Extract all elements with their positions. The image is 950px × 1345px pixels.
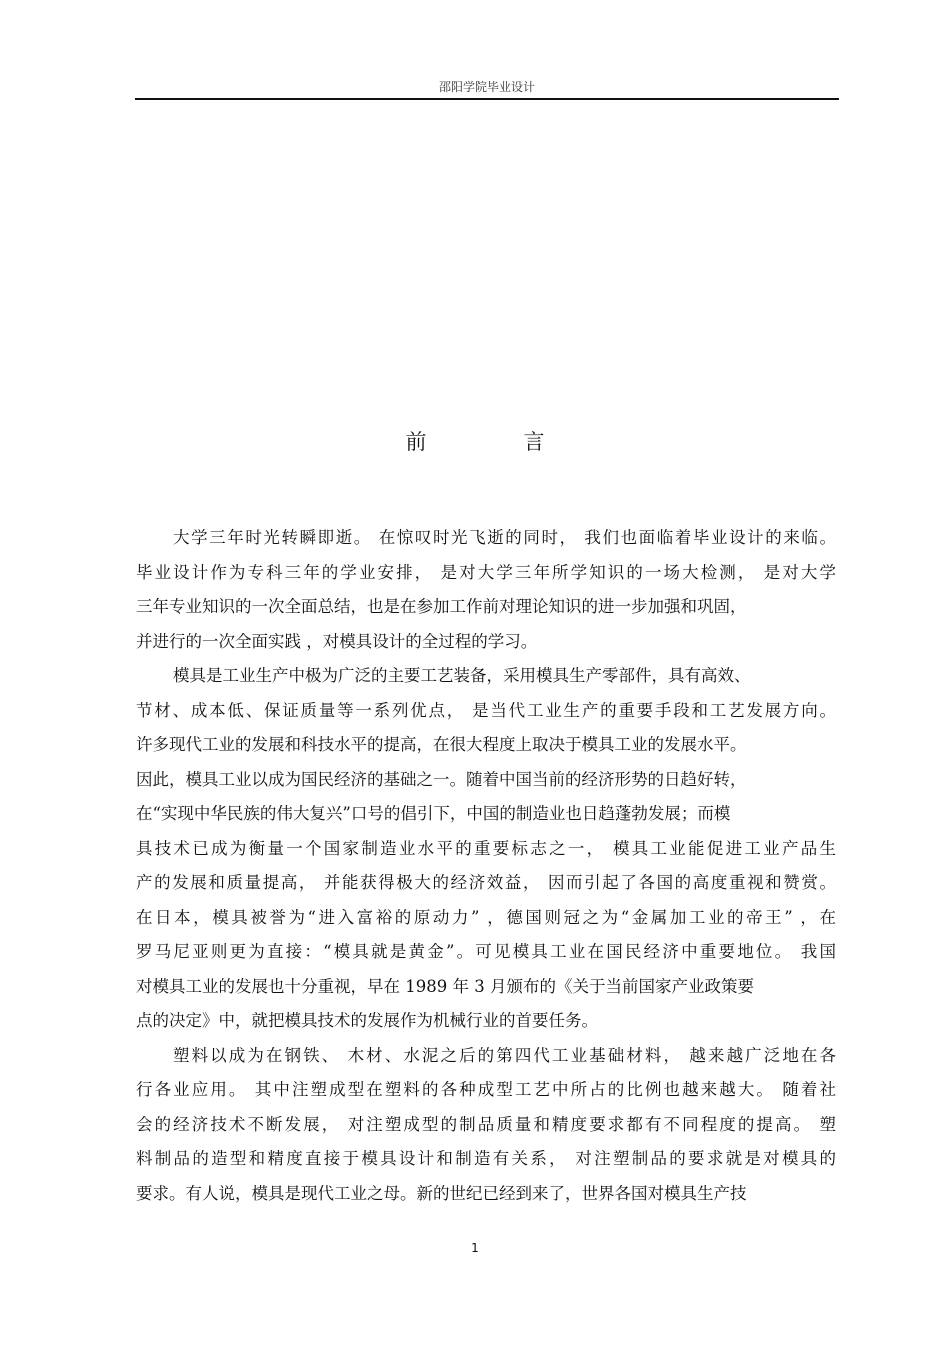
text-line: 会的经济技术不断发展， 对注塑成型的制品质量和精度要求都有不同程度的提高。 塑	[136, 1114, 836, 1134]
text-line: 节材、成本低、保证质量等一系列优点， 是当代工业生产的重要手段和工艺发展方向。	[136, 700, 836, 720]
section-title: 前 言	[405, 430, 583, 454]
paragraph-3	[136, 1039, 836, 1212]
text-line: 大学三年时光转瞬即逝。 在惊叹时光飞逝的同时， 我们也面临着毕业设计的来临。	[173, 528, 836, 547]
text-line: 在“实现中华民族的伟大复兴”口号的倡引下，中国的制造业也日趋蓬勃发展；而模	[136, 804, 731, 823]
text-line: 毕业设计作为专科三年的学业安排， 是对大学三年所学知识的一场大检测， 是对大学	[136, 562, 836, 582]
text-line: 产的发展和质量提高， 并能获得极大的经济效益， 因而引起了各国的高度重视和赞赏。	[136, 873, 836, 892]
text-line: 三年专业知识的一次全面总结，也是在参加工作前对理论知识的进一步加强和巩固，	[136, 597, 747, 616]
text-line: 点的决定》中，就把模具技术的发展作为机械行业的首要任务。	[136, 1011, 598, 1030]
text-line: 模具是工业生产中极为广泛的主要工艺装备，采用模具生产零部件，具有高效、	[173, 666, 751, 685]
body-text	[136, 521, 836, 1211]
text-line: 并进行的一次全面实践 ，对模具设计的全过程的学习。	[136, 631, 538, 651]
text-line: 具技术已成为衡量一个国家制造业水平的重要标志之一， 模具工业能促进工业产品生	[136, 838, 836, 858]
paragraph-1	[136, 521, 836, 659]
text-line: 料制品的造型和精度直接于模具设计和制造有关系， 对注塑制品的要求就是对模具的	[136, 1149, 836, 1168]
text-line: 塑料以成为在钢铁、 木材、水泥之后的第四代工业基础材料， 越来越广泛地在各	[173, 1045, 836, 1065]
text-line: 罗马尼亚则更为直接：“模具就是黄金”。可见模具工业在国民经济中重要地位。 我国	[136, 942, 836, 961]
page-header: 邵阳学院毕业设计	[438, 80, 535, 94]
text-line: 许多现代工业的发展和科技水平的提高，在很大程度上取决于模具工业的发展水平。	[136, 735, 747, 754]
text-line: 在日本，模具被誉为“进入富裕的原动力” ，德国则冠之为“金属加工业的帝王” ，在	[136, 907, 836, 927]
text-line: 行各业应用。 其中注塑成型在塑料的各种成型工艺中所占的比例也越来越大。 随着社	[136, 1080, 836, 1099]
text-line: 对模具工业的发展也十分重视，早在 1989 年 3 月颁布的《关于当前国家产业政策要	[136, 976, 754, 996]
page-number: 1	[471, 1241, 479, 1255]
header-divider	[135, 98, 839, 100]
text-line: 因此，模具工业以成为国民经济的基础之一。随着中国当前的经济形势的日趋好转，	[136, 769, 747, 789]
text-line: 要求。有人说，模具是现代工业之母。新的世纪已经到来了，世界各国对模具生产技	[136, 1183, 747, 1203]
paragraph-2	[136, 659, 836, 1039]
